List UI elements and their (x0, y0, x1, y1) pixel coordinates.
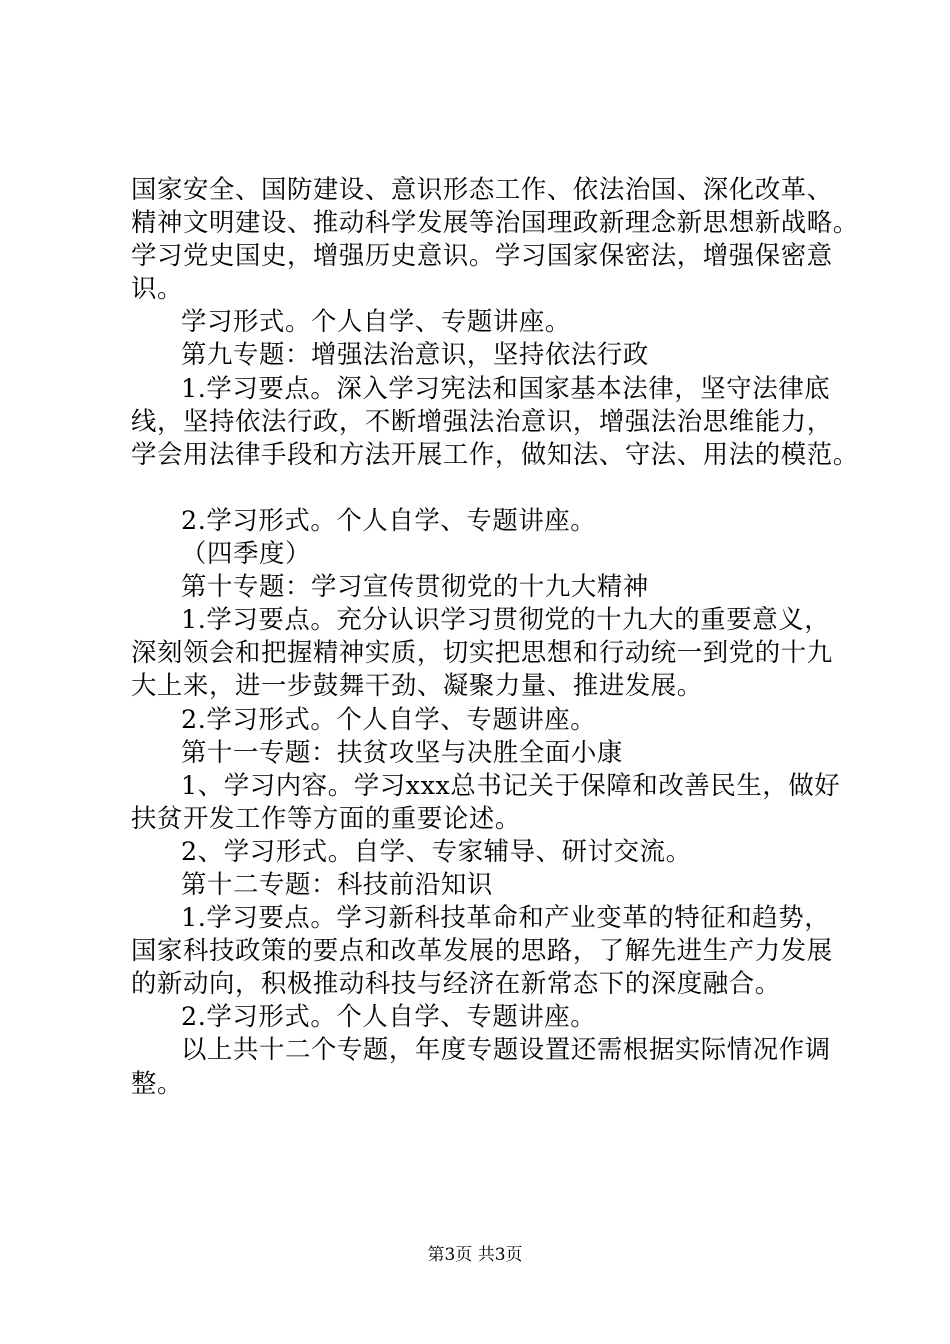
section-heading: 第十二专题：科技前沿知识 (181, 868, 493, 899)
body-line: 整。 (131, 1067, 183, 1098)
body-line: 精神文明建设、推动科学发展等治国理政新理念新思想新战略。 (131, 207, 859, 238)
document-body (131, 173, 859, 1100)
body-line: 学会用法律手段和方法开展工作，做知法、守法、用法的模范。 (131, 438, 859, 469)
body-line: 2、学习形式。自学、专家辅导、研讨交流。 (181, 835, 692, 866)
body-line: 1.学习要点。学习新科技革命和产业变革的特征和趋势， (181, 902, 831, 933)
body-line: 1.学习要点。深入学习宪法和国家基本法律，坚守法律底 (181, 372, 831, 403)
paragraph-gap (131, 471, 851, 504)
body-line: 1、学习内容。学习xxx总书记关于保障和改善民生，做好 (181, 769, 841, 800)
page-number-footer: 第3页 共3页 (427, 1245, 523, 1265)
body-line: 的新动向，积极推动科技与经济在新常态下的深度融合。 (131, 968, 781, 999)
section-heading: 第九专题：增强法治意识，坚持依法行政 (181, 339, 649, 370)
body-line: 扶贫开发工作等方面的重要论述。 (131, 802, 521, 833)
body-line: 以上共十二个专题，年度专题设置还需根据实际情况作调 (181, 1034, 831, 1065)
body-line: 深刻领会和把握精神实质，切实把思想和行动统一到党的十九 (131, 637, 833, 668)
body-line: 2.学习形式。个人自学、专题讲座。 (181, 703, 597, 734)
body-line: 学习形式。个人自学、专题讲座。 (181, 306, 571, 337)
body-line: 线，坚持依法行政，不断增强法治意识，增强法治思维能力， (131, 405, 833, 436)
body-line: 学习党史国史，增强历史意识。学习国家保密法，增强保密意 (131, 240, 833, 271)
body-line: 1.学习要点。充分认识学习贯彻党的十九大的重要意义， (181, 604, 831, 635)
body-line: 2.学习形式。个人自学、专题讲座。 (181, 504, 597, 535)
section-heading: 第十专题：学习宣传贯彻党的十九大精神 (181, 571, 649, 602)
body-line: 国家安全、国防建设、意识形态工作、依法治国、深化改革、 (131, 174, 833, 204)
body-line: 识。 (131, 273, 183, 304)
body-line: 大上来，进一步鼓舞干劲、凝聚力量、推进发展。 (131, 670, 703, 701)
body-line: 2.学习形式。个人自学、专题讲座。 (181, 1001, 597, 1032)
quarter-heading: （四季度） (181, 538, 311, 569)
section-heading: 第十一专题：扶贫攻坚与决胜全面小康 (181, 736, 623, 767)
body-line: 国家科技政策的要点和改革发展的思路，了解先进生产力发展 (131, 935, 833, 966)
